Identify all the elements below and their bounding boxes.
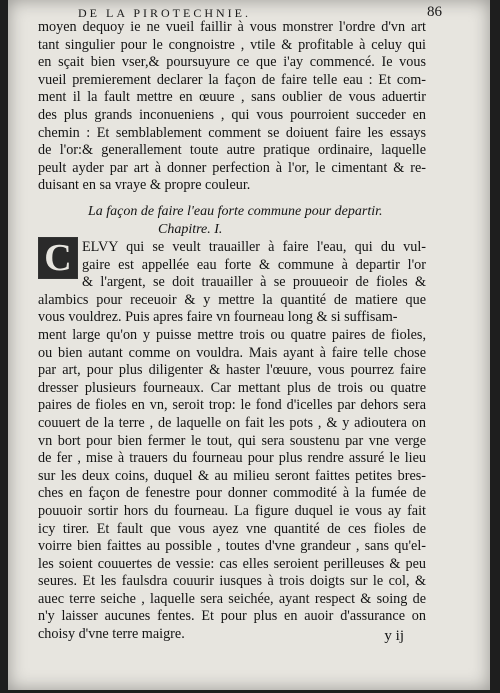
text-line: vous vouldrez. Puis apres faire vn fourneau long & si suffisam-: [38, 309, 398, 326]
text-line: les soient couuertes de vessie: cas elles seroient perilleuses & peu: [38, 555, 426, 572]
book-page: [8, 0, 490, 690]
text-line: pouuoir sortir hors du fourneau. La figure duquel ie vous ay fait: [38, 502, 426, 519]
text-line: couuert de la terre , de laquelle on fait les pots , & y adioutera on: [38, 414, 426, 431]
paragraph-intro: [38, 19, 426, 195]
text-line: ment large qu'on y puisse mettre trois ou quatre paires de fioles,: [38, 326, 426, 343]
section-heading: La façon de faire l'eau forte commune pour departir.: [88, 204, 383, 219]
text-line: vn bort pour bien fermer le tout, qui sera soustenu par vne verge: [38, 432, 426, 449]
text-line: par art, pour plus diligenter & haster l'œuure, vous pourrez faire: [38, 362, 426, 379]
catchword-signature: y ij: [384, 628, 404, 644]
text-line: dresser plusieurs fourneaux. Car mettant plus de trois ou quatre: [38, 379, 426, 396]
text-line: peult ayder par art à donner perfection à l'or, le cimentant & re-: [38, 159, 426, 176]
text-line: ELVY qui se veult trauailler à faire l'eau, qui du vul-: [82, 239, 426, 255]
text-line: ment il la fault mettre en œuure , sans oublier de vous aduertir: [38, 89, 426, 106]
text-line: & l'argent, se doit trauailler à se prouueoir de fioles &: [82, 274, 426, 291]
text-line: ou bien autant comme on vouldra. Mais ayant à faire telle chose: [38, 344, 426, 361]
text-line: n'y laisser aucunes fentes. Et pour plus en auoir d'assurance on: [38, 608, 426, 625]
chapter-title: Chapitre. I.: [158, 222, 223, 237]
text-line: ches en façon de fenestre pour donner commodité à la fumée de: [38, 485, 426, 502]
text-line: de fer , mise à trauers du fourneau pour plus rendre assuré le lieu: [38, 450, 426, 467]
text-line: en sçait bien vser,& poursuyure ce que i'ay commencé. Ie vous: [38, 54, 426, 71]
text-line: des plus grands inconueniens , qui vous pourroient succeder en: [38, 106, 426, 123]
initial-letter: C: [44, 237, 72, 279]
text-line: sur les deux coins, duquel & au milieu seront faittes petites bres-: [38, 467, 426, 484]
text-line: icy tirer. Et fault que vous ayez vne quantité de ces fioles de: [38, 520, 426, 537]
text-line: de l'or:& generallement toute autre pratique ordinaire, laquelle: [38, 142, 426, 159]
text-line: gaire est appellée eau forte & commune à departir l'or: [82, 256, 426, 273]
text-line: moyen dequoy ie ne vueil faillir à vous monstrer l'ordre d'vn art: [38, 19, 426, 35]
text-line: alambics pour receuoir & y mettre la quantité de matiere que: [38, 291, 426, 308]
text-line: auec terre seiche , laquelle sera seichée, ayant respect & soing de: [38, 590, 426, 607]
paragraph-chapter-one: [38, 239, 426, 644]
running-head: DE LA PIROTECHNIE.: [78, 6, 251, 20]
text-line: paires de fioles en vn, seroit trop: le fond d'icelles par dehors sera: [38, 397, 426, 414]
text-line: chemin : Et semblablement comment se doiuent faire les essays: [38, 124, 426, 141]
text-line: vueil premierement declarer la façon de faire telle eau : Et com-: [38, 71, 426, 88]
text-line: choisy d'vne terre maigre.: [38, 626, 185, 643]
text-line: voirre bien faittes au possible , toutes d'vne grandeur , sans qu'el-: [38, 538, 426, 555]
text-line: seures. Et les faulsdra couurir iusques à trois doigts sur le col, &: [38, 573, 426, 590]
page-number: 86: [427, 4, 442, 20]
text-line: duisant en sa vraye & propre couleur.: [38, 177, 251, 194]
text-line: tant singulier pour le congnoistre , vtile & profitable à celuy qui: [38, 36, 426, 53]
